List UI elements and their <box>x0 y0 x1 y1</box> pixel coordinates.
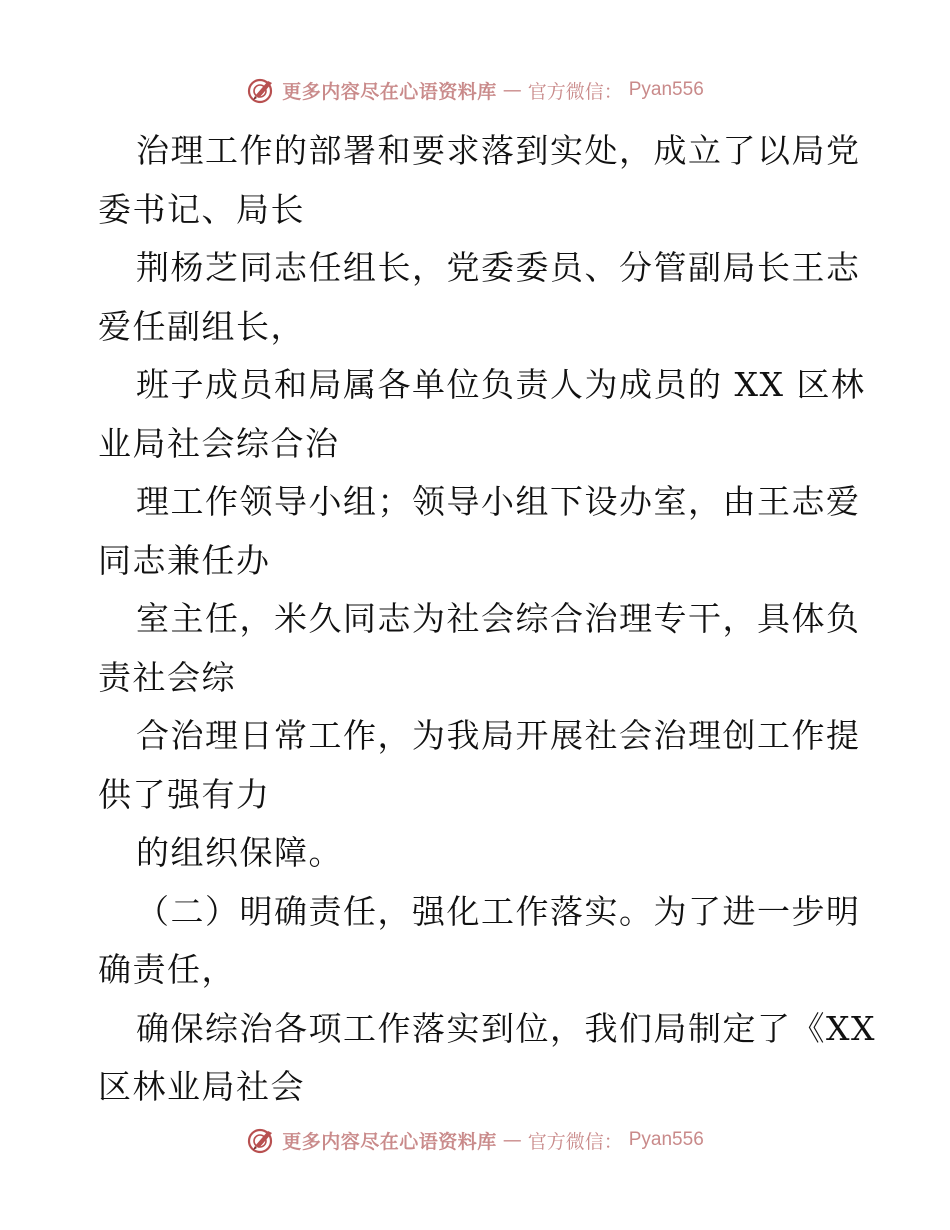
text-line: 同志兼任办 <box>98 540 271 580</box>
text-line: 室主任，米久同志为社会综合治理专干，具体负 <box>136 599 861 638</box>
header-banner-official-label: 官方微信： <box>527 80 623 103</box>
text-line: 确责任， <box>98 950 236 989</box>
text-line: 责社会综 <box>98 657 236 697</box>
text-line: 爱任副组长， <box>98 306 305 346</box>
text-line: 委书记、局长 <box>98 189 305 229</box>
text-line: 的组织保障。 <box>136 833 343 872</box>
header-banner-wechat-id: Pyan556 <box>628 79 704 100</box>
text-line: 确保综治各项工作落实到位，我们局制定了《XX <box>136 1008 876 1048</box>
text-line: 理工作领导小组；领导小组下设办室，由王志爱 <box>136 482 861 521</box>
header-banner-text: 更多内容尽在心语资料库 <box>282 80 497 103</box>
footer-banner-text: 更多内容尽在心语资料库 <box>282 1130 497 1153</box>
header-banner <box>0 70 950 110</box>
text-line: 供了强有力 <box>98 774 271 814</box>
header-banner-content <box>246 75 704 105</box>
header-banner-separator: — <box>502 79 522 101</box>
text-line: 班子成员和局属各单位负责人为成员的 XX 区林 <box>136 365 866 404</box>
text-line: 治理工作的部署和要求落到实处，成立了以局党 <box>136 131 861 170</box>
footer-banner-separator: — <box>502 1129 522 1151</box>
text-line: 合治理日常工作，为我局开展社会治理创工作提 <box>136 716 861 755</box>
text-line: （二）明确责任，强化工作落实。为了进一步明 <box>136 891 861 931</box>
footer-banner-official-label: 官方微信： <box>527 1130 623 1153</box>
pen-logo-icon <box>246 75 276 105</box>
footer-banner-wechat-id: Pyan556 <box>628 1129 704 1150</box>
footer-banner <box>0 1120 950 1160</box>
footer-banner-content <box>246 1125 704 1155</box>
text-line: 荆杨芝同志任组长，党委委员、分管副局长王志 <box>136 248 861 287</box>
document-body <box>98 122 876 1117</box>
text-line: 区林业局社会 <box>98 1067 305 1106</box>
text-line: 业局社会综合治 <box>98 423 340 463</box>
pen-logo-icon <box>246 1125 276 1155</box>
